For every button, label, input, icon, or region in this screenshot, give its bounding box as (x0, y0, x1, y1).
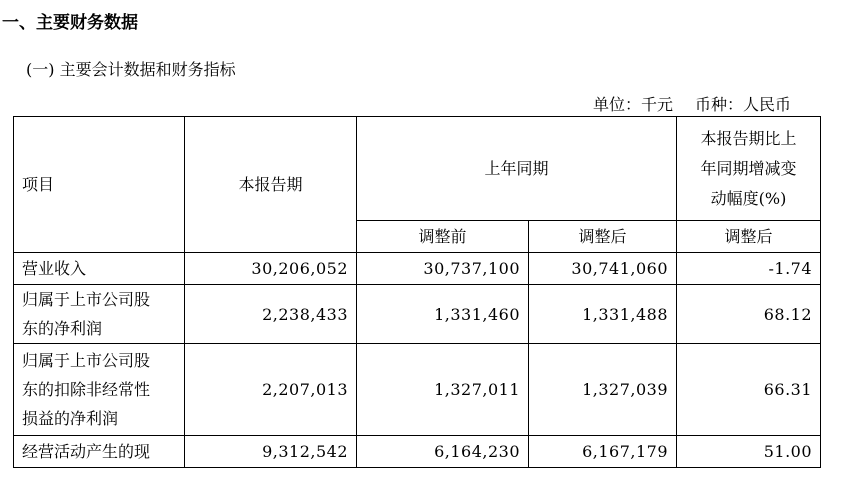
row-label (14, 285, 185, 344)
header-change-line: 动幅度(%) (710, 188, 787, 208)
row-label-line: 损益的净利润 (22, 409, 119, 428)
header-change-line: 本报告期比上 (700, 128, 797, 148)
header-item: 项目 (14, 117, 185, 253)
row-label (14, 436, 185, 468)
row-label-line: 经营活动产生的现 (22, 442, 151, 461)
unit-label: 单位：千元 (592, 95, 673, 114)
before-adjust-value: 1,327,011 (357, 344, 529, 436)
change-rate-value: -1.74 (677, 253, 821, 285)
current-value: 2,207,013 (185, 344, 357, 436)
table-body (14, 253, 821, 468)
row-label-line: 营业收入 (22, 259, 87, 278)
header-change-rate (677, 117, 821, 221)
table-row (14, 253, 821, 285)
after-adjust-value: 1,327,039 (529, 344, 677, 436)
before-adjust-value: 30,737,100 (357, 253, 529, 285)
table-header-row (14, 117, 821, 221)
current-value: 9,312,542 (185, 436, 357, 468)
current-value: 2,238,433 (185, 285, 357, 344)
header-after-adjust: 调整后 (529, 221, 677, 253)
row-label (14, 344, 185, 436)
unit-line (593, 92, 791, 115)
header-prior-period: 上年同期 (357, 117, 677, 221)
row-label-line: 归属于上市公司股 (22, 351, 151, 370)
row-label-line: 归属于上市公司股 (22, 290, 151, 309)
header-current-period: 本报告期 (185, 117, 357, 253)
header-change-after-adjust: 调整后 (677, 221, 821, 253)
before-adjust-value: 1,331,460 (357, 285, 529, 344)
change-rate-value: 51.00 (677, 436, 821, 468)
header-change-line: 年同期增减变 (700, 158, 797, 178)
before-adjust-value: 6,164,230 (357, 436, 529, 468)
after-adjust-value: 30,741,060 (529, 253, 677, 285)
sub-title: (一) 主要会计数据和财务指标 (26, 60, 236, 79)
financial-data-table (13, 116, 821, 468)
row-label (14, 253, 185, 285)
section-title: 一、主要财务数据 (2, 13, 138, 33)
change-rate-value: 68.12 (677, 285, 821, 344)
current-value: 30,206,052 (185, 253, 357, 285)
table-row (14, 436, 821, 468)
after-adjust-value: 1,331,488 (529, 285, 677, 344)
change-rate-value: 66.31 (677, 344, 821, 436)
row-label-line: 东的扣除非经常性 (22, 380, 151, 399)
after-adjust-value: 6,167,179 (529, 436, 677, 468)
table-row (14, 285, 821, 344)
table-row (14, 344, 821, 436)
row-label-line: 东的净利润 (22, 319, 103, 338)
header-before-adjust: 调整前 (357, 221, 529, 253)
currency-label: 币种：人民币 (694, 95, 791, 114)
